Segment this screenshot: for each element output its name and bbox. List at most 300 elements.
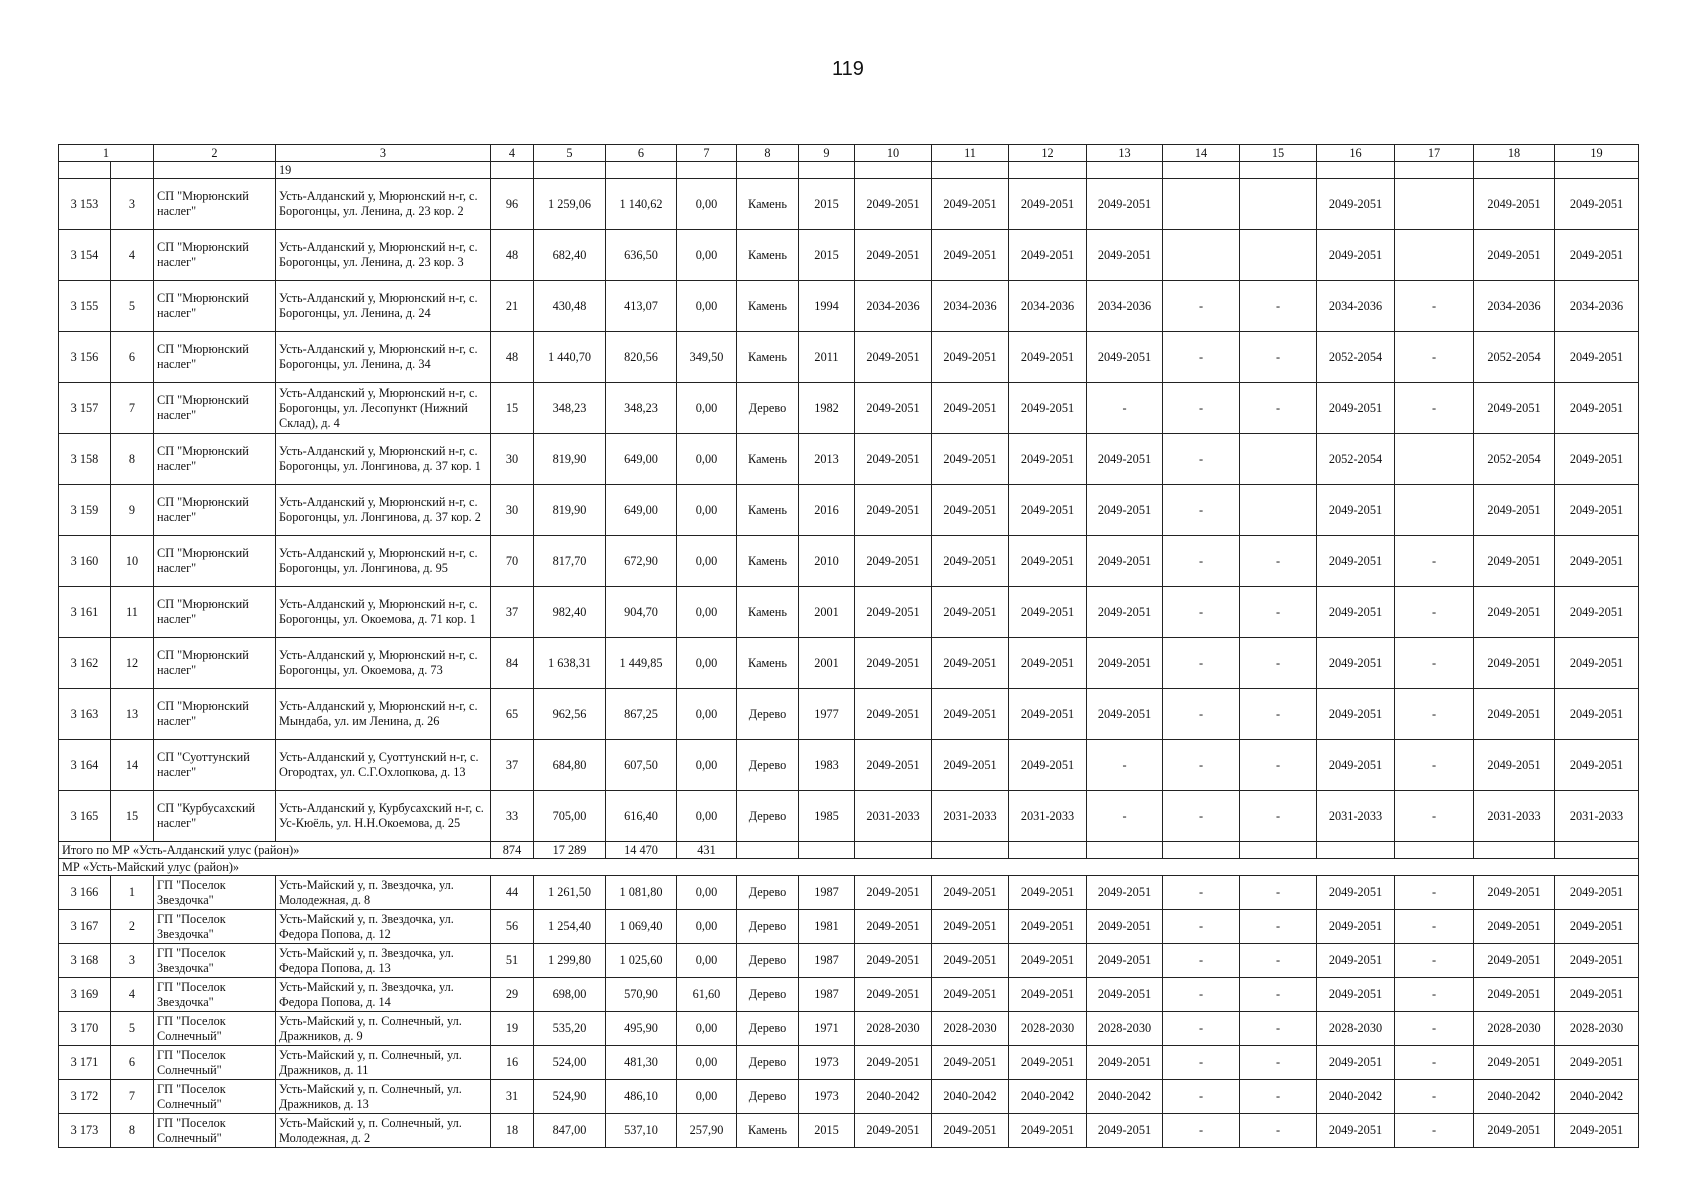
- cell-c7: 0,00: [677, 536, 737, 587]
- cell-c17: -: [1395, 910, 1474, 944]
- cell-c9: 2016: [799, 485, 855, 536]
- cell-c17: -: [1395, 1046, 1474, 1080]
- table-cell: [855, 842, 932, 859]
- cell-c11: 2049-2051: [932, 689, 1009, 740]
- cell-c7: 0,00: [677, 689, 737, 740]
- cell-c4: 48: [491, 230, 534, 281]
- cell-n: 3 167: [59, 910, 111, 944]
- cell-c15: -: [1240, 332, 1317, 383]
- table-cell: [677, 162, 737, 179]
- cell-c19: 2049-2051: [1555, 383, 1639, 434]
- cell-c16: 2049-2051: [1317, 587, 1395, 638]
- cell-c6: 1 140,62: [606, 179, 677, 230]
- cell-c12: 2049-2051: [1009, 740, 1087, 791]
- cell-c5: 819,90: [534, 485, 606, 536]
- column-number: 7: [677, 145, 737, 162]
- cell-c4: 37: [491, 740, 534, 791]
- cell-k: 12: [111, 638, 154, 689]
- cell-c18: 2049-2051: [1474, 383, 1555, 434]
- cell-c15: -: [1240, 1114, 1317, 1148]
- cell-c7: 0,00: [677, 383, 737, 434]
- cell-c16: 2049-2051: [1317, 536, 1395, 587]
- table-row: [59, 383, 1639, 434]
- cell-c19: 2049-2051: [1555, 587, 1639, 638]
- column-number: 13: [1087, 145, 1163, 162]
- cell-n: 3 169: [59, 978, 111, 1012]
- cell-c9: 1973: [799, 1046, 855, 1080]
- column-number-row: [59, 145, 1639, 162]
- cell-c4: 19: [491, 1012, 534, 1046]
- cell-c17: -: [1395, 689, 1474, 740]
- cell-c11: 2049-2051: [932, 434, 1009, 485]
- cell-c6: 486,10: [606, 1080, 677, 1114]
- total-row: [59, 842, 1639, 859]
- cell-c14: -: [1163, 281, 1240, 332]
- cell-c14: -: [1163, 587, 1240, 638]
- cell-c15: [1240, 434, 1317, 485]
- cell-addr: Усть-Алданский у, Мюрюнский н-г, с. Борогонцы, ул. Лонгинова, д. 37 кор. 2: [276, 485, 491, 536]
- cell-c18: 2049-2051: [1474, 876, 1555, 910]
- cell-c9: 1987: [799, 876, 855, 910]
- table-cell: [1087, 842, 1163, 859]
- cell-c9: 2001: [799, 587, 855, 638]
- cell-c15: -: [1240, 281, 1317, 332]
- cell-addr: Усть-Алданский у, Мюрюнский н-г, с. Борогонцы, ул. Лонгинова, д. 37 кор. 1: [276, 434, 491, 485]
- cell-c16: 2049-2051: [1317, 689, 1395, 740]
- cell-addr: Усть-Алданский у, Мюрюнский н-г, с. Мындаба, ул. им Ленина, д. 26: [276, 689, 491, 740]
- cell-c17: -: [1395, 1080, 1474, 1114]
- column-number: 16: [1317, 145, 1395, 162]
- cell-c15: [1240, 485, 1317, 536]
- cell-c17: -: [1395, 587, 1474, 638]
- table-row: [59, 536, 1639, 587]
- cell-sp: СП "Мюрюнский наслег": [154, 230, 276, 281]
- cell-c10: 2040-2042: [855, 1080, 932, 1114]
- cell-c12: 2049-2051: [1009, 944, 1087, 978]
- cell-c9: 1977: [799, 689, 855, 740]
- cell-c10: 2049-2051: [855, 230, 932, 281]
- cell-c7: 349,50: [677, 332, 737, 383]
- cell-n: 3 157: [59, 383, 111, 434]
- column-number: 1: [59, 145, 154, 162]
- cell-k: 9: [111, 485, 154, 536]
- cell-c5: 982,40: [534, 587, 606, 638]
- cell-c4: 18: [491, 1114, 534, 1148]
- cell-c17: -: [1395, 1012, 1474, 1046]
- cell-c19: 2049-2051: [1555, 689, 1639, 740]
- cell-c9: 1985: [799, 791, 855, 842]
- cell-c12: 2049-2051: [1009, 587, 1087, 638]
- cell-addr: Усть-Алданский у, Мюрюнский н-г, с. Борогонцы, ул. Ленина, д. 34: [276, 332, 491, 383]
- cell-c11: 2049-2051: [932, 876, 1009, 910]
- cell-c10: 2049-2051: [855, 536, 932, 587]
- table-cell: [737, 162, 799, 179]
- cell-c9: 2011: [799, 332, 855, 383]
- cell-c19: 2049-2051: [1555, 485, 1639, 536]
- cell-c5: 1 299,80: [534, 944, 606, 978]
- cell-n: 3 165: [59, 791, 111, 842]
- cell-c18: 2049-2051: [1474, 1046, 1555, 1080]
- cell-c4: 51: [491, 944, 534, 978]
- cell-k: 8: [111, 1114, 154, 1148]
- cell-c6: 867,25: [606, 689, 677, 740]
- cell-addr: Усть-Майский у, п. Солнечный, ул. Молодежная, д. 2: [276, 1114, 491, 1148]
- cell-c12: 2049-2051: [1009, 1046, 1087, 1080]
- cell-c18: 2052-2054: [1474, 332, 1555, 383]
- cell-c12: 2049-2051: [1009, 910, 1087, 944]
- cell-c18: 2049-2051: [1474, 638, 1555, 689]
- cell-c19: 2049-2051: [1555, 910, 1639, 944]
- cell-c7: 0,00: [677, 740, 737, 791]
- table-row: [59, 1046, 1639, 1080]
- cell-c15: -: [1240, 978, 1317, 1012]
- cell-c17: -: [1395, 383, 1474, 434]
- cell-c13: -: [1087, 740, 1163, 791]
- table-row: [59, 1114, 1639, 1148]
- cell-c9: 2013: [799, 434, 855, 485]
- cell-c5: 847,00: [534, 1114, 606, 1148]
- cell-c4: 31: [491, 1080, 534, 1114]
- cell-c12: 2049-2051: [1009, 485, 1087, 536]
- cell-c11: 2040-2042: [932, 1080, 1009, 1114]
- cell-k: 15: [111, 791, 154, 842]
- cell-k: 10: [111, 536, 154, 587]
- cell-c14: -: [1163, 1046, 1240, 1080]
- cell-c10: 2049-2051: [855, 944, 932, 978]
- cell-c7: 0,00: [677, 587, 737, 638]
- cell-c16: 2049-2051: [1317, 1114, 1395, 1148]
- cell-c9: 1981: [799, 910, 855, 944]
- cell-c14: -: [1163, 978, 1240, 1012]
- cell-c11: 2049-2051: [932, 1046, 1009, 1080]
- cell-c8: Камень: [737, 587, 799, 638]
- total-label: Итого по МР «Усть-Алданский улус (район)»: [59, 842, 491, 859]
- cell-c16: 2028-2030: [1317, 1012, 1395, 1046]
- cell-n: 3 160: [59, 536, 111, 587]
- cell-c11: 2049-2051: [932, 536, 1009, 587]
- cell-c16: 2049-2051: [1317, 910, 1395, 944]
- cell-c12: 2049-2051: [1009, 876, 1087, 910]
- cell-c15: -: [1240, 740, 1317, 791]
- cell-c6: 616,40: [606, 791, 677, 842]
- cell-c10: 2049-2051: [855, 179, 932, 230]
- cell-c15: -: [1240, 587, 1317, 638]
- cell-c12: 2049-2051: [1009, 1114, 1087, 1148]
- table-row: [59, 281, 1639, 332]
- cell-c19: 2049-2051: [1555, 944, 1639, 978]
- cell-c9: 2001: [799, 638, 855, 689]
- cell-c11: 2034-2036: [932, 281, 1009, 332]
- cell-c6: 537,10: [606, 1114, 677, 1148]
- table-cell: [1395, 842, 1474, 859]
- cell-c9: 1994: [799, 281, 855, 332]
- table-cell: [1395, 162, 1474, 179]
- cell-n: 3 156: [59, 332, 111, 383]
- cell-c9: 1983: [799, 740, 855, 791]
- cell-c4: 29: [491, 978, 534, 1012]
- cell-c17: -: [1395, 944, 1474, 978]
- cell-addr: Усть-Алданский у, Мюрюнский н-г, с. Борогонцы, ул. Окоемова, д. 71 кор. 1: [276, 587, 491, 638]
- cell-c8: Дерево: [737, 791, 799, 842]
- table-row: [59, 638, 1639, 689]
- cell-c10: 2049-2051: [855, 978, 932, 1012]
- cell-addr: Усть-Майский у, п. Звездочка, ул. Федора Попова, д. 13: [276, 944, 491, 978]
- cell-c4: 56: [491, 910, 534, 944]
- table-cell: [1009, 842, 1087, 859]
- cell-sp: СП "Мюрюнский наслег": [154, 383, 276, 434]
- cell-sp: СП "Мюрюнский наслег": [154, 332, 276, 383]
- cell-c14: -: [1163, 383, 1240, 434]
- cell-c14: -: [1163, 1114, 1240, 1148]
- cell-c6: 636,50: [606, 230, 677, 281]
- cell-k: 3: [111, 179, 154, 230]
- cell-c9: 2010: [799, 536, 855, 587]
- cell-c13: 2049-2051: [1087, 434, 1163, 485]
- cell-c14: -: [1163, 910, 1240, 944]
- cell-c6: 672,90: [606, 536, 677, 587]
- cell-c19: 2049-2051: [1555, 434, 1639, 485]
- cell-c6: 570,90: [606, 978, 677, 1012]
- cell-c4: 15: [491, 383, 534, 434]
- table-row: [59, 434, 1639, 485]
- cell-sp: СП "Мюрюнский наслег": [154, 587, 276, 638]
- cell-n: 3 154: [59, 230, 111, 281]
- cell-c15: -: [1240, 383, 1317, 434]
- table-row: [59, 179, 1639, 230]
- cell-c9: 1982: [799, 383, 855, 434]
- cell-c18: 2049-2051: [1474, 978, 1555, 1012]
- cell-c14: -: [1163, 876, 1240, 910]
- cell-c15: -: [1240, 910, 1317, 944]
- cell-c18: 2049-2051: [1474, 689, 1555, 740]
- cell-c19: 2049-2051: [1555, 978, 1639, 1012]
- table-row: [59, 910, 1639, 944]
- cell-c14: [1163, 230, 1240, 281]
- cell-c13: 2049-2051: [1087, 910, 1163, 944]
- district-title: МР «Усть-Майский улус (район)»: [59, 859, 1639, 876]
- cell-c17: -: [1395, 740, 1474, 791]
- cell-c13: 2040-2042: [1087, 1080, 1163, 1114]
- cell-c7: 0,00: [677, 638, 737, 689]
- table-cell: [1317, 842, 1395, 859]
- cell-c17: -: [1395, 876, 1474, 910]
- cell-c7: 0,00: [677, 281, 737, 332]
- cell-c8: Дерево: [737, 978, 799, 1012]
- cell-c8: Дерево: [737, 1080, 799, 1114]
- cell-k: 11: [111, 587, 154, 638]
- cell-c5: 535,20: [534, 1012, 606, 1046]
- cell-k: 6: [111, 332, 154, 383]
- cell-c14: [1163, 179, 1240, 230]
- cell-c11: 2049-2051: [932, 383, 1009, 434]
- cell-c7: 61,60: [677, 978, 737, 1012]
- cell-c8: Дерево: [737, 740, 799, 791]
- cell-c6: 607,50: [606, 740, 677, 791]
- total-c4: 874: [491, 842, 534, 859]
- cell-c10: 2049-2051: [855, 638, 932, 689]
- cell-addr: Усть-Майский у, п. Звездочка, ул. Молодежная, д. 8: [276, 876, 491, 910]
- cell-c7: 0,00: [677, 1012, 737, 1046]
- cell-c18: 2049-2051: [1474, 740, 1555, 791]
- cell-addr: Усть-Майский у, п. Солнечный, ул. Дражников, д. 11: [276, 1046, 491, 1080]
- cell-c8: Дерево: [737, 944, 799, 978]
- cell-addr: Усть-Алданский у, Мюрюнский н-г, с. Борогонцы, ул. Ленина, д. 23 кор. 2: [276, 179, 491, 230]
- cell-c11: 2049-2051: [932, 944, 1009, 978]
- continuation-text: 19: [276, 162, 491, 179]
- table-cell: [154, 162, 276, 179]
- cell-n: 3 172: [59, 1080, 111, 1114]
- table-cell: [1009, 162, 1087, 179]
- cell-c16: 2049-2051: [1317, 230, 1395, 281]
- continuation-row: [59, 162, 1639, 179]
- cell-c16: 2049-2051: [1317, 485, 1395, 536]
- cell-n: 3 173: [59, 1114, 111, 1148]
- table-cell: [606, 162, 677, 179]
- page-number: 119: [832, 58, 864, 80]
- cell-c16: 2049-2051: [1317, 383, 1395, 434]
- cell-c18: 2049-2051: [1474, 944, 1555, 978]
- cell-c18: 2049-2051: [1474, 587, 1555, 638]
- cell-c12: 2049-2051: [1009, 383, 1087, 434]
- cell-c13: 2034-2036: [1087, 281, 1163, 332]
- cell-k: 4: [111, 978, 154, 1012]
- cell-c4: 84: [491, 638, 534, 689]
- cell-c14: -: [1163, 638, 1240, 689]
- cell-c17: -: [1395, 978, 1474, 1012]
- column-number: 19: [1555, 145, 1639, 162]
- column-number: 3: [276, 145, 491, 162]
- cell-c8: Камень: [737, 332, 799, 383]
- cell-c15: -: [1240, 944, 1317, 978]
- cell-c13: 2049-2051: [1087, 485, 1163, 536]
- cell-c8: Камень: [737, 230, 799, 281]
- table-cell: [855, 162, 932, 179]
- cell-c12: 2049-2051: [1009, 638, 1087, 689]
- cell-c7: 0,00: [677, 876, 737, 910]
- cell-c15: -: [1240, 1080, 1317, 1114]
- cell-sp: СП "Суоттунский наслег": [154, 740, 276, 791]
- cell-c17: [1395, 230, 1474, 281]
- table-cell: [1163, 842, 1240, 859]
- cell-c6: 1 081,80: [606, 876, 677, 910]
- table-cell: [799, 162, 855, 179]
- cell-c5: 430,48: [534, 281, 606, 332]
- cell-sp: СП "Мюрюнский наслег": [154, 434, 276, 485]
- cell-c10: 2049-2051: [855, 587, 932, 638]
- cell-c6: 820,56: [606, 332, 677, 383]
- cell-k: 7: [111, 383, 154, 434]
- table-row: [59, 876, 1639, 910]
- table-row: [59, 740, 1639, 791]
- table-cell: [1087, 162, 1163, 179]
- cell-c10: 2034-2036: [855, 281, 932, 332]
- cell-c10: 2049-2051: [855, 740, 932, 791]
- cell-c19: 2049-2051: [1555, 332, 1639, 383]
- cell-c19: 2049-2051: [1555, 536, 1639, 587]
- cell-c7: 0,00: [677, 1080, 737, 1114]
- cell-c6: 495,90: [606, 1012, 677, 1046]
- cell-c12: 2049-2051: [1009, 179, 1087, 230]
- table-cell: [1163, 162, 1240, 179]
- cell-c13: 2049-2051: [1087, 1114, 1163, 1148]
- cell-c10: 2028-2030: [855, 1012, 932, 1046]
- cell-c8: Дерево: [737, 383, 799, 434]
- cell-c7: 0,00: [677, 434, 737, 485]
- cell-c13: 2049-2051: [1087, 1046, 1163, 1080]
- cell-c18: 2028-2030: [1474, 1012, 1555, 1046]
- cell-c11: 2031-2033: [932, 791, 1009, 842]
- cell-k: 3: [111, 944, 154, 978]
- cell-addr: Усть-Алданский у, Мюрюнский н-г, с. Борогонцы, ул. Окоемова, д. 73: [276, 638, 491, 689]
- cell-c7: 0,00: [677, 1046, 737, 1080]
- cell-c12: 2040-2042: [1009, 1080, 1087, 1114]
- column-number: 9: [799, 145, 855, 162]
- cell-c11: 2049-2051: [932, 1114, 1009, 1148]
- cell-c12: 2031-2033: [1009, 791, 1087, 842]
- cell-addr: Усть-Алданский у, Мюрюнский н-г, с. Борогонцы, ул. Лесопункт (Нижний Склад), д. 4: [276, 383, 491, 434]
- cell-n: 3 171: [59, 1046, 111, 1080]
- cell-c9: 1973: [799, 1080, 855, 1114]
- table-row: [59, 485, 1639, 536]
- table-row: [59, 791, 1639, 842]
- cell-sp: ГП "Поселок Звездочка": [154, 910, 276, 944]
- cell-c14: -: [1163, 791, 1240, 842]
- cell-n: 3 161: [59, 587, 111, 638]
- cell-sp: СП "Мюрюнский наслег": [154, 281, 276, 332]
- cell-c15: -: [1240, 638, 1317, 689]
- cell-c17: -: [1395, 638, 1474, 689]
- table-cell: [111, 162, 154, 179]
- cell-c14: -: [1163, 740, 1240, 791]
- cell-c16: 2049-2051: [1317, 944, 1395, 978]
- table-cell: [1240, 162, 1317, 179]
- table-cell: [932, 162, 1009, 179]
- column-number: 10: [855, 145, 932, 162]
- cell-c10: 2049-2051: [855, 434, 932, 485]
- cell-c16: 2052-2054: [1317, 332, 1395, 383]
- cell-k: 6: [111, 1046, 154, 1080]
- cell-c8: Дерево: [737, 876, 799, 910]
- cell-c7: 0,00: [677, 791, 737, 842]
- cell-n: 3 153: [59, 179, 111, 230]
- table-row: [59, 978, 1639, 1012]
- cell-c16: 2049-2051: [1317, 179, 1395, 230]
- cell-c11: 2049-2051: [932, 179, 1009, 230]
- cell-c6: 481,30: [606, 1046, 677, 1080]
- cell-c12: 2049-2051: [1009, 332, 1087, 383]
- cell-addr: Усть-Майский у, п. Звездочка, ул. Федора Попова, д. 12: [276, 910, 491, 944]
- cell-sp: СП "Мюрюнский наслег": [154, 638, 276, 689]
- cell-c16: 2049-2051: [1317, 978, 1395, 1012]
- cell-c8: Камень: [737, 1114, 799, 1148]
- column-number: 8: [737, 145, 799, 162]
- cell-c15: [1240, 230, 1317, 281]
- table-row: [59, 944, 1639, 978]
- cell-c5: 1 261,50: [534, 876, 606, 910]
- cell-c18: 2049-2051: [1474, 230, 1555, 281]
- cell-c5: 524,00: [534, 1046, 606, 1080]
- cell-c15: -: [1240, 791, 1317, 842]
- total-c7: 431: [677, 842, 737, 859]
- column-number: 4: [491, 145, 534, 162]
- cell-c19: 2034-2036: [1555, 281, 1639, 332]
- cell-c13: -: [1087, 383, 1163, 434]
- cell-c5: 817,70: [534, 536, 606, 587]
- cell-c11: 2049-2051: [932, 587, 1009, 638]
- cell-c13: 2049-2051: [1087, 944, 1163, 978]
- cell-c10: 2049-2051: [855, 1114, 932, 1148]
- cell-c18: 2034-2036: [1474, 281, 1555, 332]
